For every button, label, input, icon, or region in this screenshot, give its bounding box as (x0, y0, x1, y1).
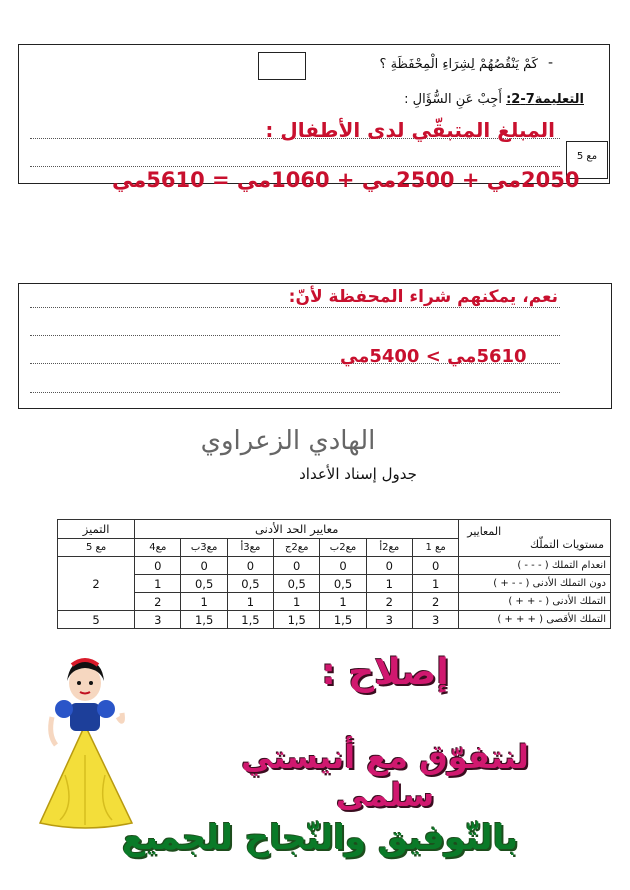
score-cell: 2 (412, 593, 458, 611)
column-header: مع 5 (58, 538, 135, 557)
level-label: التملك الأقصى (546, 614, 606, 625)
score-cell: 1 (274, 593, 320, 611)
comparison-value: 5610مي > 5400مي (340, 346, 527, 367)
excellence-cell: 2 (58, 557, 135, 611)
score-cell: 0 (274, 557, 320, 575)
score-cell: 1,5 (181, 611, 227, 629)
column-header: مع3أ (227, 538, 273, 557)
score-cell: 0 (366, 557, 412, 575)
score-cell: 0 (412, 557, 458, 575)
table-row (58, 557, 611, 575)
correction-title: إصلاح : (321, 652, 449, 693)
column-header: مع2أ (366, 538, 412, 557)
level-label: التملك الأدنى (552, 596, 606, 607)
level-sign: ( + - - ) (493, 578, 530, 589)
level-cell (459, 557, 611, 575)
instruction-label: التعليمة7-2: (506, 92, 584, 107)
score-cell: 1 (227, 593, 273, 611)
score-cell: 0 (135, 557, 181, 575)
score-cell: 1 (320, 593, 366, 611)
question-text: كَمْ يَنْقُصُهُمْ لِشِرَاءِ الْمِحْفَظَةِ ؟ (379, 57, 538, 72)
level-sign: ( + + + ) (497, 614, 543, 625)
score-cell: 0 (227, 557, 273, 575)
excellence-cell: 5 (58, 611, 135, 629)
answer-yes-text: نعم، يمكنهم شراء المحفظة لأنّ: (288, 287, 558, 307)
answer-input-square[interactable] (258, 52, 306, 80)
grades-table (57, 519, 611, 629)
dotted-line (30, 335, 560, 336)
level-cell (459, 611, 611, 629)
criterion-label: مع 5 (576, 151, 598, 162)
score-cell: 1,5 (320, 611, 366, 629)
table-row (58, 593, 611, 611)
score-cell: 1,5 (227, 611, 273, 629)
score-cell: 3 (366, 611, 412, 629)
dotted-line (30, 307, 560, 308)
equation-text: 2050مي + 2500مي + 1060مي = 5610مي (112, 168, 580, 192)
table-header-row (58, 520, 611, 539)
score-cell: 3 (135, 611, 181, 629)
excellence-header: التميز (58, 520, 135, 539)
score-cell: 0,5 (274, 575, 320, 593)
instruction-text: أَجِبْ عَنِ السُّؤَالِ : (404, 92, 502, 107)
remaining-amount-text: المبلغ المتبقّي لدى الأطفال : (265, 118, 555, 142)
criteria-header: المعايير (467, 525, 502, 538)
level-label: دون التملك الأدنى (532, 578, 606, 589)
score-cell: 3 (412, 611, 458, 629)
score-cell: 1 (366, 575, 412, 593)
column-header: مع3ب (181, 538, 227, 557)
signature: الهادي الزعراوي (200, 426, 376, 456)
column-header: مع2ب (320, 538, 366, 557)
column-header: مع4 (135, 538, 181, 557)
level-sign: ( - - - ) (517, 560, 549, 571)
criteria-header-cell (459, 520, 611, 557)
score-cell: 2 (135, 593, 181, 611)
score-cell: 1,5 (274, 611, 320, 629)
subtitle: لنتفوّق مع أنيستي سلمى (241, 738, 529, 814)
question-dash: - (548, 55, 554, 71)
table-row (58, 575, 611, 593)
column-header: مع 1 (412, 538, 458, 557)
dotted-line (30, 166, 560, 167)
closing-message: بالتّوفيق والنّجاح للجميع (121, 818, 519, 858)
level-cell (459, 593, 611, 611)
min-criteria-header: معايير الحد الأدنى (135, 520, 459, 539)
dotted-line (30, 392, 560, 393)
level-cell (459, 575, 611, 593)
score-cell: 0 (320, 557, 366, 575)
column-header: مع2ج (274, 538, 320, 557)
score-cell: 0,5 (227, 575, 273, 593)
score-cell: 1 (135, 575, 181, 593)
table-title: جدول إسناد الأعداد (299, 465, 417, 483)
level-label: انعدام التملك (551, 560, 606, 571)
score-cell: 2 (366, 593, 412, 611)
level-sign: ( + + - ) (508, 596, 550, 607)
instruction-line (300, 92, 584, 107)
score-cell: 0,5 (320, 575, 366, 593)
comparison-text (340, 346, 527, 367)
score-cell: 1 (181, 593, 227, 611)
score-cell: 1 (412, 575, 458, 593)
table-row (58, 611, 611, 629)
levels-header: مستويات التملّك (530, 538, 604, 551)
sum-equation (112, 168, 579, 192)
score-cell: 0 (181, 557, 227, 575)
princess-illustration (20, 655, 150, 830)
score-cell: 0,5 (181, 575, 227, 593)
